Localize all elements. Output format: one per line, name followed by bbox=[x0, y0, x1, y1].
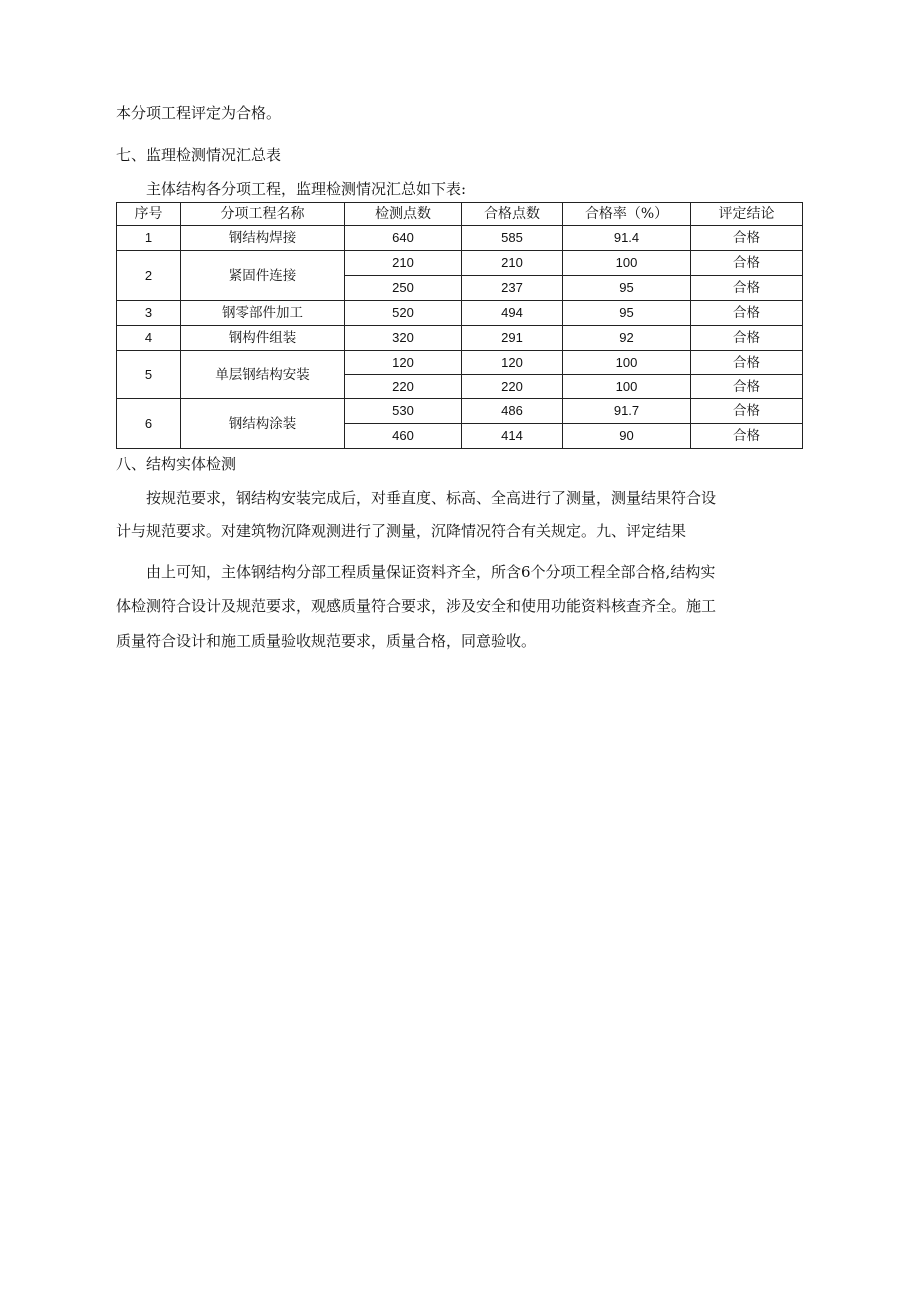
cell-checks: 520 bbox=[345, 301, 462, 326]
cell-checks: 460 bbox=[345, 424, 462, 449]
cell-rate: 100 bbox=[563, 351, 691, 375]
cell-checks: 320 bbox=[345, 326, 462, 351]
cell-rate: 100 bbox=[563, 375, 691, 399]
cell-pass: 291 bbox=[462, 326, 563, 351]
cell-checks: 640 bbox=[345, 226, 462, 251]
table-row bbox=[117, 226, 803, 251]
table-row bbox=[117, 351, 803, 375]
header-pass: 合格点数 bbox=[462, 203, 563, 226]
cell-pass: 414 bbox=[462, 424, 563, 449]
cell-result: 合格 bbox=[691, 399, 803, 424]
cell-pass: 120 bbox=[462, 351, 563, 375]
section-9-text-line-1: 由上可知，主体钢结构分部工程质量保证资料齐全，所含6个分项工程全部合格,结构实 bbox=[146, 563, 716, 581]
section-8-text-line-1: 按规范要求，钢结构安装完成后，对垂直度、标高、全高进行了测量，测量结果符合设 bbox=[146, 489, 717, 507]
cell-pass: 237 bbox=[462, 276, 563, 301]
cell-pass: 486 bbox=[462, 399, 563, 424]
cell-name: 钢构件组装 bbox=[181, 326, 345, 351]
cell-result: 合格 bbox=[691, 276, 803, 301]
cell-name: 单层钢结构安装 bbox=[181, 351, 345, 399]
header-checks: 检测点数 bbox=[345, 203, 462, 226]
table-row bbox=[117, 399, 803, 424]
cell-result: 合格 bbox=[691, 424, 803, 449]
cell-name: 钢零部件加工 bbox=[181, 301, 345, 326]
section-9-text-line-2: 体检测符合设计及规范要求，观感质量符合要求，涉及安全和使用功能资料核查齐全。施工 bbox=[116, 597, 717, 615]
cell-name: 钢结构焊接 bbox=[181, 226, 345, 251]
cell-checks: 120 bbox=[345, 351, 462, 375]
section-9-text-line-3: 质量符合设计和施工质量验收规范要求，质量合格，同意验收。 bbox=[116, 632, 537, 650]
cell-rate: 95 bbox=[563, 276, 691, 301]
table-header-row bbox=[117, 203, 803, 226]
inspection-summary-table bbox=[116, 202, 803, 449]
cell-name: 钢结构涂装 bbox=[181, 399, 345, 449]
table-row bbox=[117, 326, 803, 351]
table-row bbox=[117, 251, 803, 276]
conclusion-text: 本分项工程评定为合格。 bbox=[116, 104, 282, 122]
cell-checks: 210 bbox=[345, 251, 462, 276]
cell-no: 5 bbox=[117, 351, 181, 399]
cell-rate: 95 bbox=[563, 301, 691, 326]
cell-checks: 530 bbox=[345, 399, 462, 424]
cell-result: 合格 bbox=[691, 326, 803, 351]
cell-result: 合格 bbox=[691, 351, 803, 375]
table-intro: 主体结构各分项工程，监理检测情况汇总如下表: bbox=[146, 180, 467, 198]
cell-rate: 91.4 bbox=[563, 226, 691, 251]
section-8-heading: 八、结构实体检测 bbox=[116, 455, 237, 473]
cell-checks: 220 bbox=[345, 375, 462, 399]
header-rate: 合格率（%） bbox=[563, 203, 691, 226]
cell-no: 3 bbox=[117, 301, 181, 326]
cell-rate: 92 bbox=[563, 326, 691, 351]
cell-result: 合格 bbox=[691, 251, 803, 276]
cell-pass: 585 bbox=[462, 226, 563, 251]
header-no: 序号 bbox=[117, 203, 181, 226]
section-7-heading: 七、监理检测情况汇总表 bbox=[116, 146, 282, 164]
cell-no: 6 bbox=[117, 399, 181, 449]
cell-name: 紧固件连接 bbox=[181, 251, 345, 301]
cell-result: 合格 bbox=[691, 226, 803, 251]
cell-pass: 210 bbox=[462, 251, 563, 276]
cell-pass: 494 bbox=[462, 301, 563, 326]
cell-result: 合格 bbox=[691, 301, 803, 326]
cell-no: 4 bbox=[117, 326, 181, 351]
cell-no: 2 bbox=[117, 251, 181, 301]
cell-rate: 90 bbox=[563, 424, 691, 449]
cell-pass: 220 bbox=[462, 375, 563, 399]
cell-no: 1 bbox=[117, 226, 181, 251]
header-name: 分项工程名称 bbox=[181, 203, 345, 226]
header-result: 评定结论 bbox=[691, 203, 803, 226]
cell-rate: 100 bbox=[563, 251, 691, 276]
cell-checks: 250 bbox=[345, 276, 462, 301]
section-8-text-line-2: 计与规范要求。对建筑物沉降观测进行了测量，沉降情况符合有关规定。九、评定结果 bbox=[116, 522, 687, 540]
table-row bbox=[117, 301, 803, 326]
cell-rate: 91.7 bbox=[563, 399, 691, 424]
cell-result: 合格 bbox=[691, 375, 803, 399]
